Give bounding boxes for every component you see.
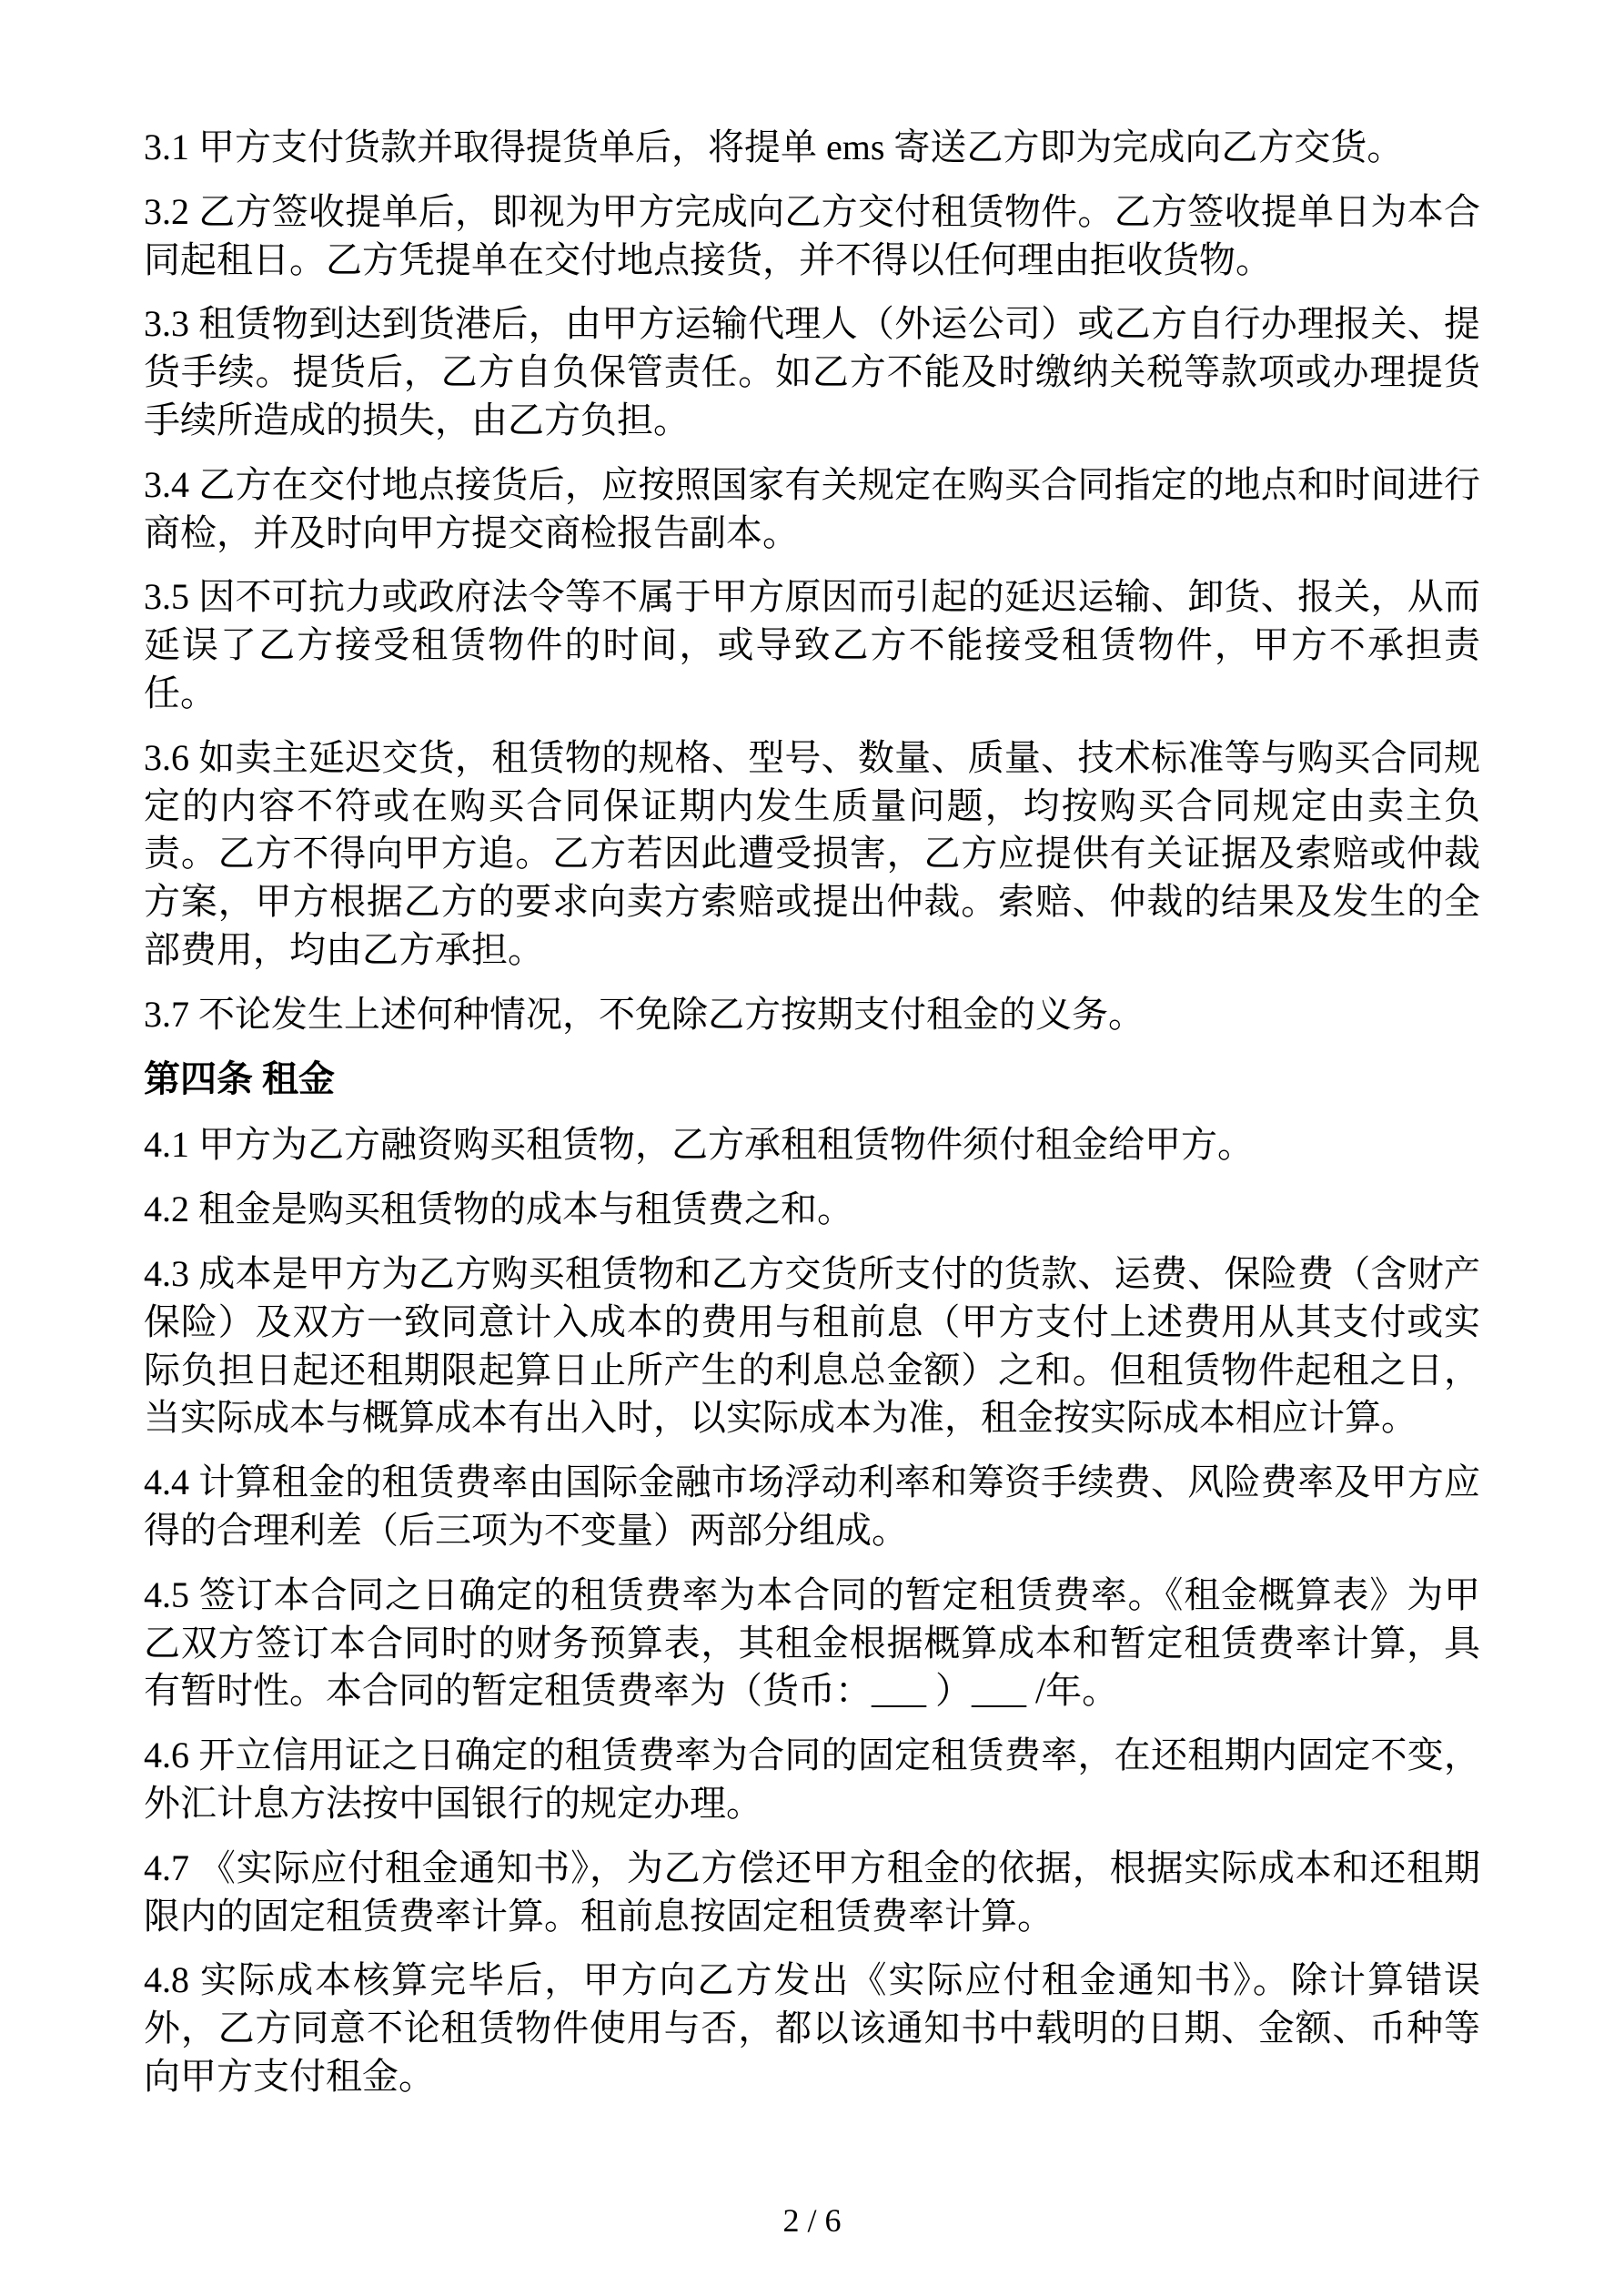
clause-3-7: 3.7 不论发生上述何种情况，不免除乙方按期支付租金的义务。 [144, 993, 1145, 1035]
clause-3-5: 3.5 因不可抗力或政府法令等不属于甲方原因而引起的延迟运输、卸货、报关，从而延误了乙方接受租赁物件的时间，或导致乙方不能接受租赁物件，甲方不承担责任。 [144, 576, 1480, 713]
page-number: 2 / 6 [782, 2202, 842, 2240]
clause-4-6: 4.6 开立信用证之日确定的租赁费率为合同的固定租赁费率，在还租期内固定不变，外汇计息方法按中国银行的规定办理。 [144, 1735, 1480, 1824]
clause-3-2: 3.2 乙方签收提单后，即视为甲方完成向乙方交付租赁物件。乙方签收提单日为本合同起租日。乙方凭提单在交付地点接货，并不得以任何理由拒收货物。 [144, 190, 1480, 280]
clause-4-2: 4.2 租金是购买租赁物的成本与租赁费之和。 [144, 1188, 853, 1230]
clause-4-5: 4.5 签订本合同之日确定的租赁费率为本合同的暂定租赁费率。《租金概算表》为甲乙双方签订本合同时的财务预算表，其租金根据概算成本和暂定租赁费率计算，具有暂时性。本合同的暂定租赁费率为（货币：___ ）___ /年。 [144, 1573, 1480, 1712]
clause-3-1: 3.1 甲方支付货款并取得提货单后，将提单 ems 寄送乙方即为完成向乙方交货。 [144, 126, 1404, 167]
clause-4-7: 4.7 《实际应付租金通知书》，为乙方偿还甲方租金的依据，根据实际成本和还租期限内的固定租赁费率计算。租前息按固定租赁费率计算。 [144, 1846, 1480, 1937]
clause-3-6: 3.6 如卖主延迟交货，租赁物的规格、型号、数量、质量、技术标准等与购买合同规定的内容不符或在购买合同保证期内发生质量问题，均按购买合同规定由卖主负责。乙方不得向甲方追。乙方若因此遭受损害，乙方应提供有关证据及索赔或仲裁方案，甲方根据乙方的要求向卖方索赔或提出仲裁。索赔、仲裁的结果及发生的全部费用，均由乙方承担。 [144, 736, 1480, 970]
clause-4-1: 4.1 甲方为乙方融资购买租赁物，乙方承租租赁物件须付租金给甲方。 [144, 1124, 1254, 1166]
clause-4-8: 4.8 实际成本核算完毕后，甲方向乙方发出《实际应付租金通知书》。除计算错误外，乙方同意不论租赁物件使用与否，都以该通知书中载明的日期、金额、币种等向甲方支付租金。 [144, 1959, 1480, 2097]
clause-4-4: 4.4 计算租金的租赁费率由国际金融市场浮动利率和筹资手续费、风险费率及甲方应得的合理利差（后三项为不变量）两部分组成。 [144, 1462, 1480, 1551]
article-4-heading: 第四条 租金 [144, 1057, 335, 1099]
clause-3-3: 3.3 租赁物到达到货港后，由甲方运输代理人（外运公司）或乙方自行办理报关、提货手续。提货后，乙方自负保管责任。如乙方不能及时缴纳关税等款项或办理提货手续所造成的损失，由乙方负担。 [144, 303, 1480, 440]
clause-3-4: 3.4 乙方在交付地点接货后，应按照国家有关规定在购买合同指定的地点和时间进行商检，并及时向甲方提交商检报告副本。 [144, 463, 1480, 553]
clause-4-3: 4.3 成本是甲方为乙方购买租赁物和乙方交货所支付的货款、运费、保险费（含财产保险）及双方一致同意计入成本的费用与租前息（甲方支付上述费用从其支付或实际负担日起还租期限起算日止所产生的利息总金额）之和。但租赁物件起租之日，当实际成本与概算成本有出入时，以实际成本为准，租金按实际成本相应计算。 [144, 1252, 1480, 1439]
